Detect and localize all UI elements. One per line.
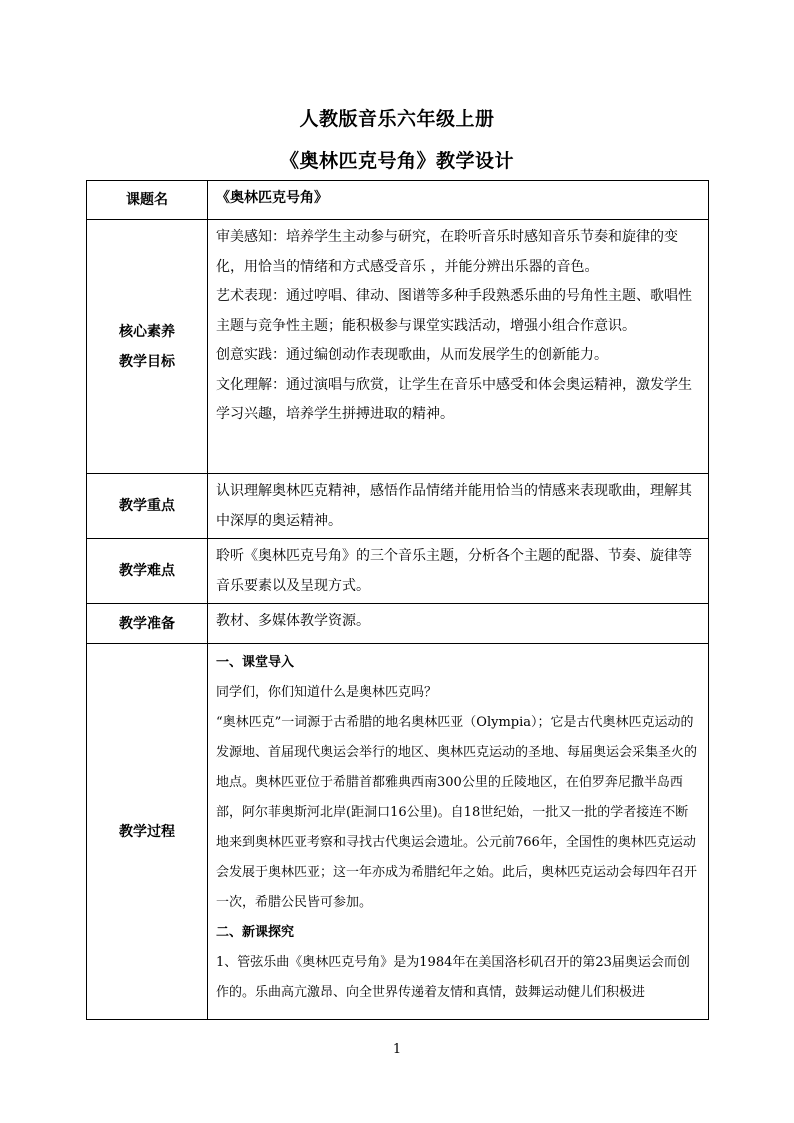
label-difficulties: 教学难点 — [87, 539, 208, 604]
value-process — [208, 644, 709, 1020]
page-number: 1 — [392, 1042, 402, 1057]
value-preparation: 教材、多媒体教学资源。 — [208, 604, 709, 644]
value-goals — [208, 220, 709, 474]
lesson-plan-table — [86, 180, 709, 1020]
table-row-goals — [87, 220, 709, 474]
table-row-topic — [87, 181, 709, 220]
value-key-points: 认识理解奥林匹克精神，感悟作品情绪并能用恰当的情感来表现歌曲，理解其中深厚的奥运精神。 — [208, 474, 709, 539]
goal-creative: 创意实践：通过编创动作表现歌曲，从而发展学生的创新能力。 — [216, 347, 608, 363]
label-goals-line1: 核心素养 — [119, 323, 175, 340]
table-row-preparation — [87, 604, 709, 644]
value-topic: 《奥林匹克号角》 — [208, 181, 709, 220]
intro-paragraph: “奥林匹克”一词源于古希腊的地名奥林匹亚（Olympia）；它是古代奥林匹克运动的发源地、首届现代奥运会举行的地区、奥林匹克运动的圣地、每届奥运会采集圣火的地点。奥林匹亚位于希腊首都雅典西南300公里的丘陵地区，在伯罗奔尼撒半岛西部，阿尔菲奥斯河北岸(距洞口16公里)。自18世纪始，一批又一批的学者接连不断地来到奥林匹亚考察和寻找古代奥运会遗址。公元前766年，全国性的奥林匹克运动会发展于奥林匹亚；这一年亦成为希腊纪年之始。此后，奥林匹克运动会每四年召开一次，希腊公民皆可参加。 — [216, 715, 698, 910]
table-row-difficulties — [87, 539, 709, 604]
section-heading-intro: 一、课堂导入 — [216, 655, 295, 670]
document-subtitle: 《奥林匹克号角》教学设计 — [279, 150, 514, 172]
goal-aesthetic: 审美感知：培养学生主动参与研究，在聆听音乐时感知音乐节奏和旋律的变化，用恰当的情绪和方式感受音乐 ，并能分辨出乐器的音色。 — [216, 229, 678, 275]
label-goals — [87, 220, 208, 474]
section-heading-explore: 二、新课探究 — [216, 925, 295, 940]
label-goals-line2: 教学目标 — [119, 353, 175, 370]
explore-paragraph: 1、管弦乐曲《奥林匹克号角》是为1984年在美国洛杉矶召开的第23届奥运会而创作的。乐曲高亢激昂、向全世界传递着友情和真情，鼓舞运动健儿们积极进 — [216, 955, 690, 1000]
value-difficulties: 聆听《奥林匹克号角》的三个音乐主题，分析各个主题的配器、节奏、旋律等音乐要素以及呈现方式。 — [208, 539, 709, 604]
label-process: 教学过程 — [87, 644, 208, 1020]
label-topic: 课题名 — [87, 181, 208, 220]
label-preparation: 教学准备 — [87, 604, 208, 644]
label-key-points: 教学重点 — [87, 474, 208, 539]
goal-cultural: 文化理解：通过演唱与欣赏，让学生在音乐中感受和体会奥运精神，激发学生学习兴趣，培养学生拼搏进取的精神。 — [216, 376, 692, 422]
table-row-process — [87, 644, 709, 1020]
intro-question: 同学们，你们知道什么是奥林匹克吗？ — [216, 685, 438, 700]
goal-artistic: 艺术表现：通过哼唱、律动、图谱等多种手段熟悉乐曲的号角性主题、歌唱性主题与竞争性主题；能积极参与课堂实践活动，增强小组合作意识。 — [216, 288, 692, 334]
document-title: 人教版音乐六年级上册 — [299, 108, 495, 130]
table-row-key-points — [87, 474, 709, 539]
